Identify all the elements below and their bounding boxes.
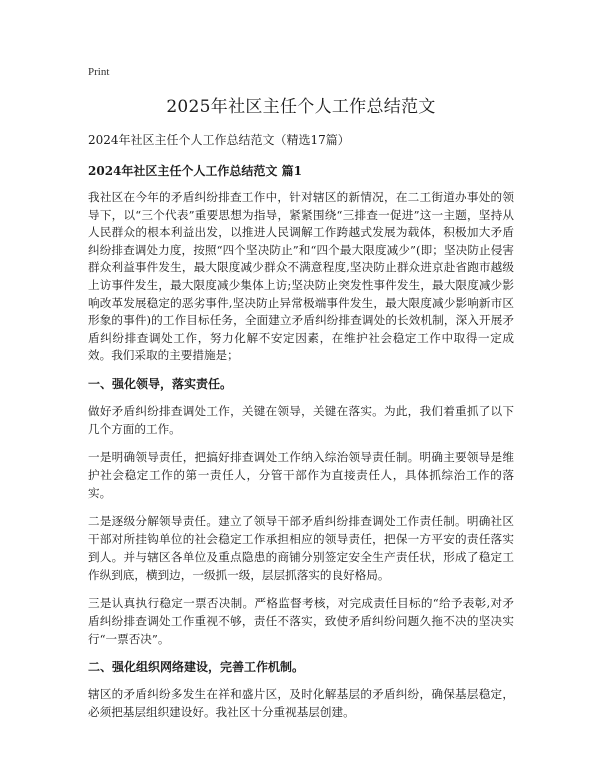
body-paragraph: 做好矛盾纠纷排查调处工作，关键在领导，关键在落实。为此，我们着重抓了以下几个方面的工作。: [88, 403, 514, 436]
document-title: 2025年社区主任个人工作总结范文: [166, 97, 436, 117]
section-heading: 二、强化组织网络建设，完善工作机制。: [88, 659, 305, 674]
body-paragraph: 辖区的矛盾纠纷多发生在祥和盛片区，及时化解基层的矛盾纠纷，确保基层稳定，必须把基层组织建设好。我社区十分重视基层创建。: [88, 686, 514, 719]
body-paragraph: 我社区在今年的矛盾纠纷排查工作中，针对辖区的新情况，在二工街道办事处的领导下，以“三个代表”重要思想为指导，紧紧围绕“三排查一促进”这一主题，坚持从人民群众的根本利益出发，以推进人民调解工作跨越式发展为载体，积极加大矛盾纠纷排查调处力度，按照“四个坚决防止”和“四个最大限度减少”(即；坚决防止侵害群众利益事件发生，最大限度减少群众不满意程度,坚决防止群众进京赴省跑市越级上访事件发生，最大限度减少集体上访;坚决防止突发性事件发生，最大限度减少影响改革发展稳定的恶劣事件,坚决防止异常极端事件发生，最大限度减少影响新市区形象的事件)的工作目标任务，全面建立矛盾纠纷排查调处的长效机制，深入开展矛盾纠纷排查调处工作，努力化解不安定因素，在维护社会稳定工作中取得一定成效。我们采取的主要措施是；: [88, 190, 514, 363]
body-paragraph: 一是明确领导责任，把搞好排查调处工作纳入综治领导责任制。明确主要领导是维护社会稳定工作的第一责任人，分管干部作为直接责任人，具体抓综治工作的落实。: [88, 449, 514, 500]
section-heading: 一、强化领导，落实责任。: [88, 376, 233, 391]
document-page: [88, 66, 514, 731]
section-title: 2024年社区主任个人工作总结范文 篇1: [88, 164, 302, 178]
document-subtitle: 2024年社区主任个人工作总结范文（精选17篇）: [88, 133, 350, 147]
body-paragraph: 三是认真执行稳定一票否决制。严格监督考核，对完成责任目标的“给予表彰,对矛盾纠纷排查调处工作重视不够，责任不落实，致使矛盾纠纷问题久拖不决的坚决实行“一票否决”。: [88, 595, 514, 646]
print-link[interactable]: Print: [88, 66, 110, 78]
body-paragraph: 二是逐级分解领导责任。建立了领导干部矛盾纠纷排查调处工作责任制。明确社区干部对所挂钩单位的社会稳定工作承担相应的领导责任，把保一方平安的责任落实到人。并与辖区各单位及重点隐患的商铺分别签定安全生产责任状，形成了稳定工作纵到底，横到边，一级抓一级，层层抓落实的良好格局。: [88, 513, 514, 582]
